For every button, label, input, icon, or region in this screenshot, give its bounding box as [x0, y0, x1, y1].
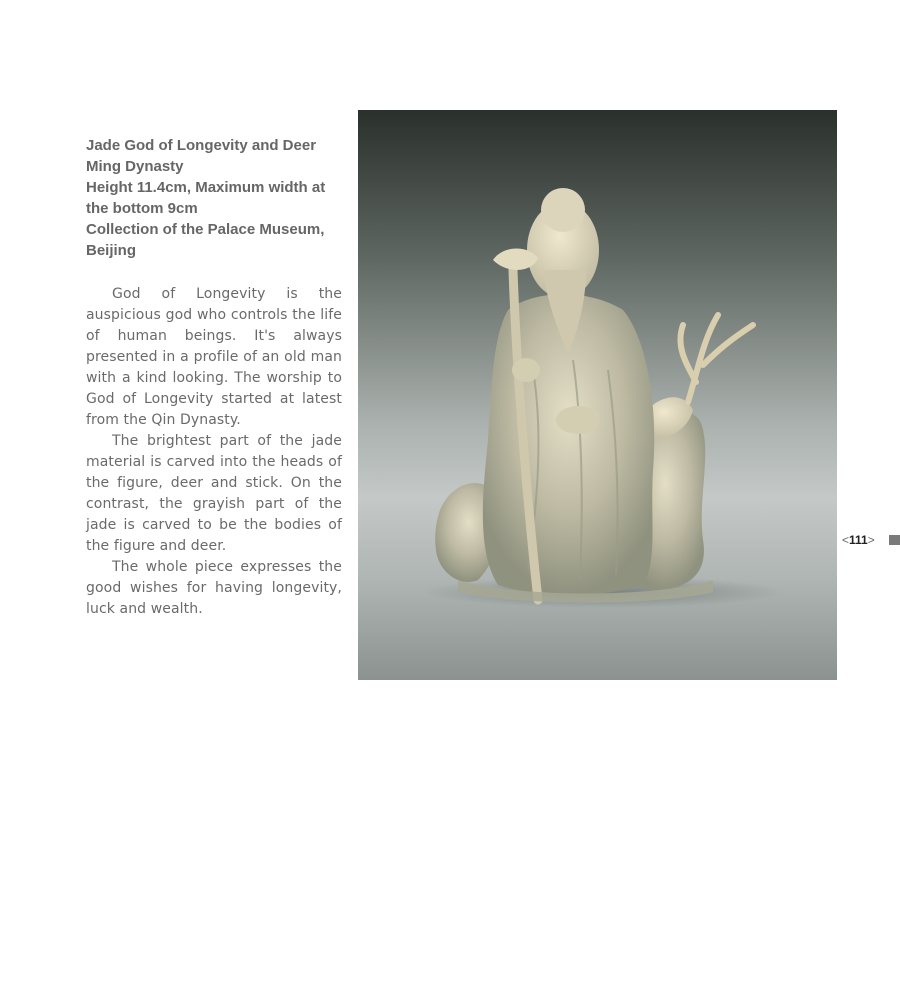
page-number-right-bracket: >: [867, 533, 875, 547]
deer-antlers: [680, 315, 753, 402]
jade-carving-illustration: [358, 110, 837, 680]
artifact-dynasty: Ming Dynasty: [86, 158, 184, 175]
page-number-value: 111: [849, 533, 868, 547]
description-paragraph-1: God of Longevity is the auspicious god who controls the life of human beings. It's always presented in a profile of an old man with a kind looking. The worship to God of Longevity started at latest from the Qin Dynasty.: [86, 286, 342, 428]
artifact-dimensions-line-2: the bottom 9cm: [86, 200, 198, 217]
artifact-photo: [358, 110, 837, 680]
page-number-left-bracket: <: [842, 533, 850, 547]
artifact-dimensions-line-1: Height 11.4cm, Maximum width at: [86, 179, 326, 196]
description-text: [86, 284, 342, 620]
page-marker-square: [889, 535, 900, 545]
artifact-title: Jade God of Longevity and Deer: [86, 137, 317, 154]
artifact-collection-line-1: Collection of the Palace Museum,: [86, 221, 325, 238]
description-paragraph-2: The brightest part of the jade material is carved into the heads of the figure, deer and stick. On the contrast, the grayish part of the jade is carved to be the bodies of the figure and deer.: [86, 433, 342, 554]
page-number: [842, 532, 875, 548]
artifact-caption: [86, 135, 342, 261]
description-paragraph-3: The whole piece expresses the good wishes for having longevity, luck and wealth.: [86, 559, 342, 617]
artifact-collection-line-2: Beijing: [86, 242, 137, 259]
